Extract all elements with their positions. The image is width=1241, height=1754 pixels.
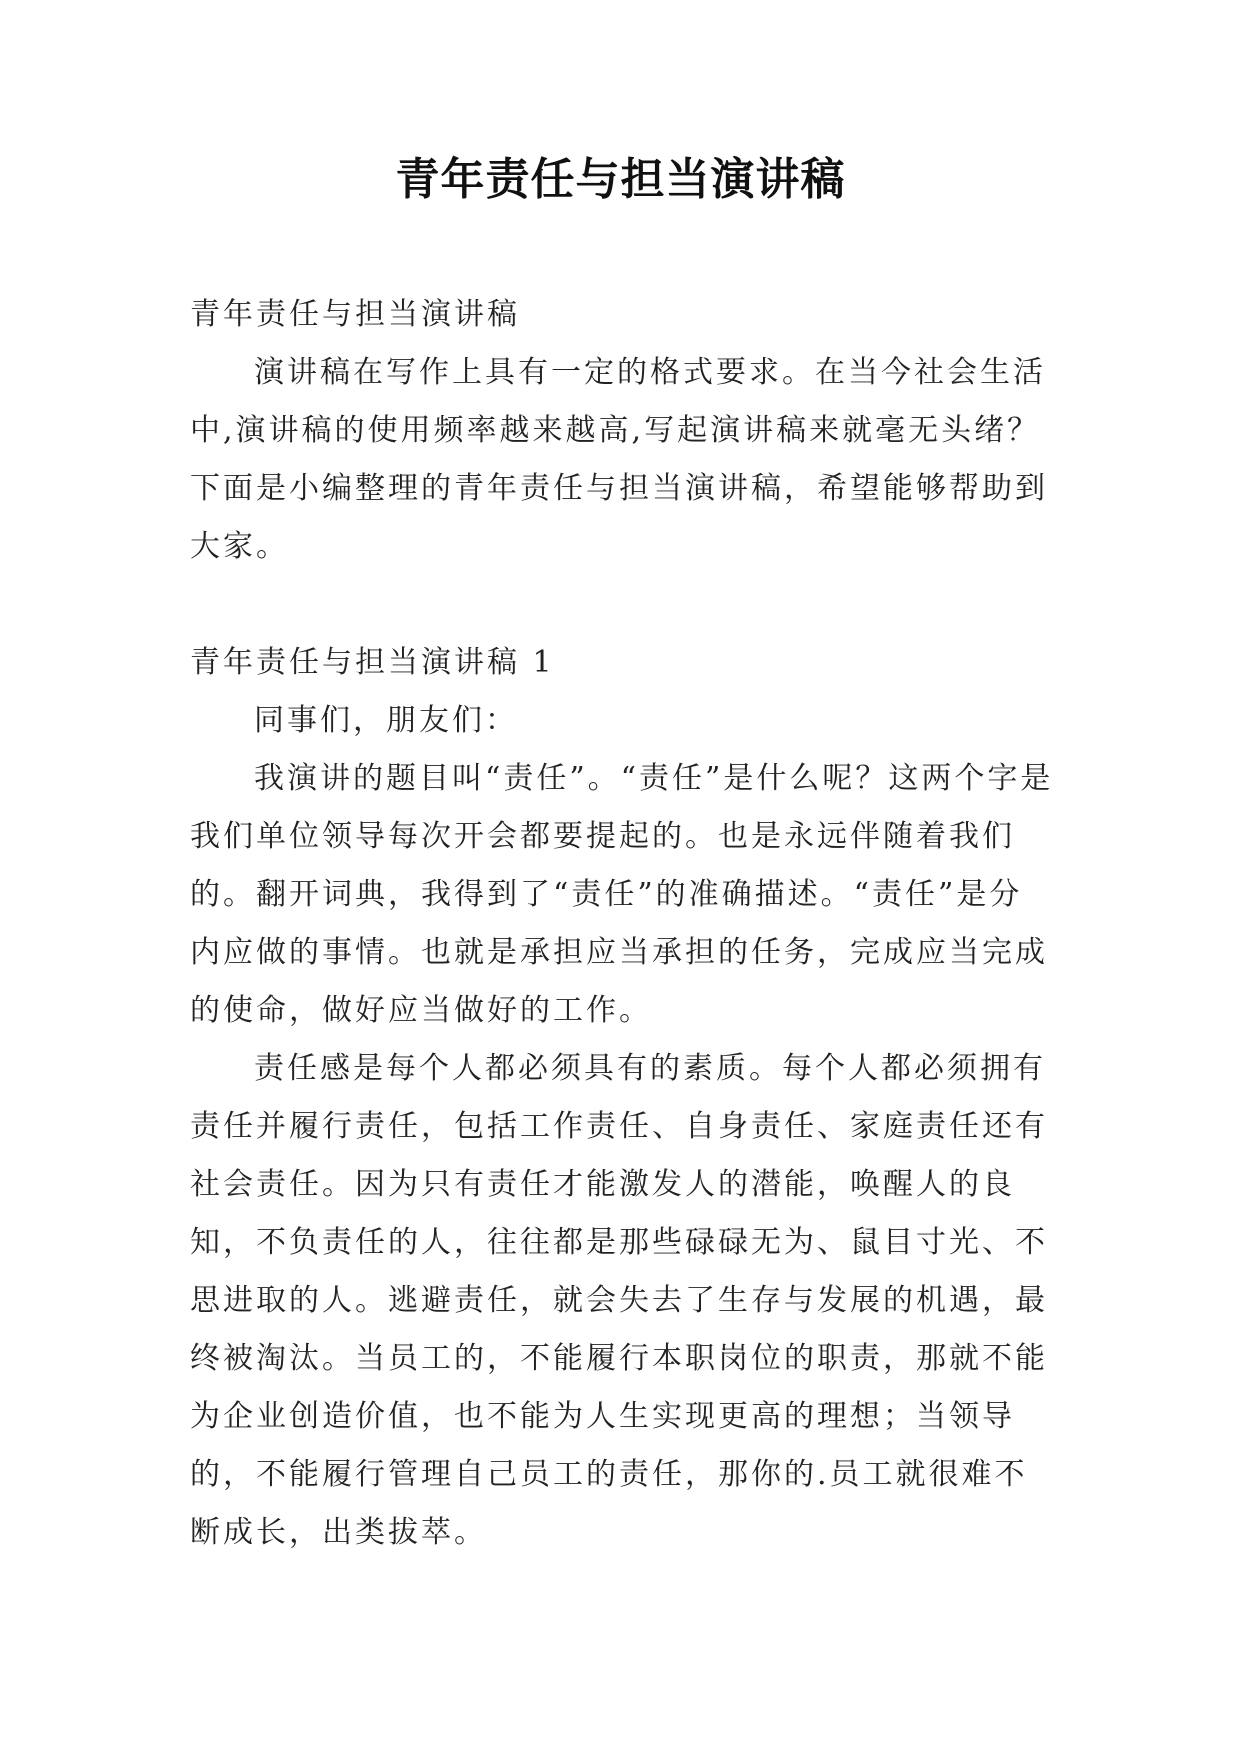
body-paragraph-2: 责任感是每个人都必须具有的素质。每个人都必须拥有责任并履行责任，包括工作责任、自身责任、家庭责任还有社会责任。因为只有责任才能激发人的潜能，唤醒人的良知，不负责任的人，往往都是那些碌碌无为、鼠目寸光、不思进取的人。逃避责任，就会失去了生存与发展的机遇，最终被淘汰。当员工的，不能履行本职岗位的职责，那就不能为企业创造价值，也不能为人生实现更高的理想；当领导的，不能履行管理自己员工的责任，那你的.员工就很难不断成长，出类拔萃。 [190,1051,1048,1550]
document-subtitle: 青年责任与担当演讲稿 [190,297,520,332]
salutation-paragraph: 同事们，朋友们： [254,703,518,738]
paragraph-gap [190,576,1055,634]
section-heading: 青年责任与担当演讲稿 1 [190,645,555,680]
document-body [190,286,1055,1562]
body-paragraph-1: 我演讲的题目叫“责任”。“责任”是什么呢？这两个字是我们单位领导每次开会都要提起的。也是永远伴随着我们的。翻开词典，我得到了“责任”的准确描述。“责任”是分内应做的事情。也就是承担应当承担的任务，完成应当完成的使命，做好应当做好的工作。 [190,761,1054,1028]
intro-paragraph: 演讲稿在写作上具有一定的格式要求。在当今社会生活中,演讲稿的使用频率越来越高,写起演讲稿来就毫无头绪？下面是小编整理的青年责任与担当演讲稿，希望能够帮助到大家。 [190,355,1048,564]
document-title: 青年责任与担当演讲稿 [395,154,846,205]
